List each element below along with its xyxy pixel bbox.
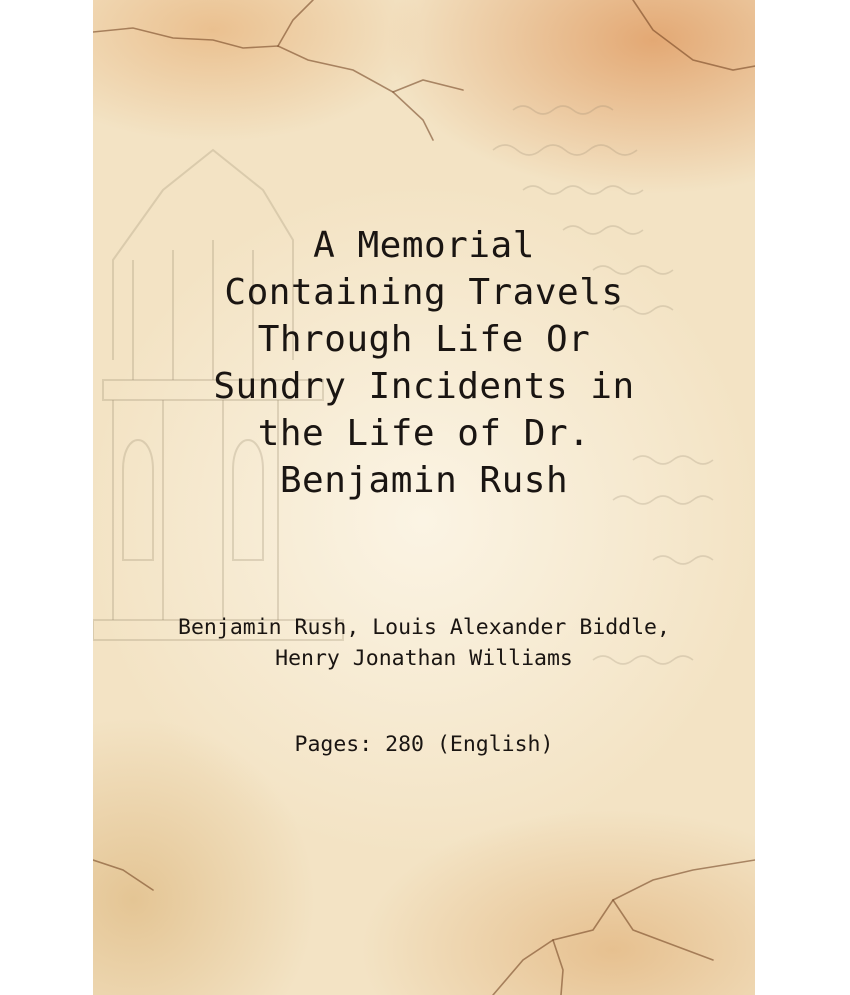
book-authors	[93, 612, 755, 674]
title-line: the Life of Dr.	[257, 413, 591, 454]
title-line: Benjamin Rush	[279, 460, 569, 501]
book-cover	[93, 0, 755, 995]
title-line: A Memorial	[313, 225, 535, 266]
author-line: Henry Jonathan Williams	[275, 646, 573, 671]
title-line: Sundry Incidents in	[213, 366, 635, 407]
title-line: Through Life Or	[257, 319, 591, 360]
book-title	[93, 222, 755, 504]
title-line: Containing Travels	[224, 272, 624, 313]
page-count	[93, 730, 755, 760]
language-label: (English)	[436, 732, 554, 757]
pages-label: Pages:	[294, 732, 373, 757]
pages-value: 280	[385, 732, 424, 757]
author-line: Benjamin Rush, Louis Alexander Biddle,	[178, 615, 670, 640]
